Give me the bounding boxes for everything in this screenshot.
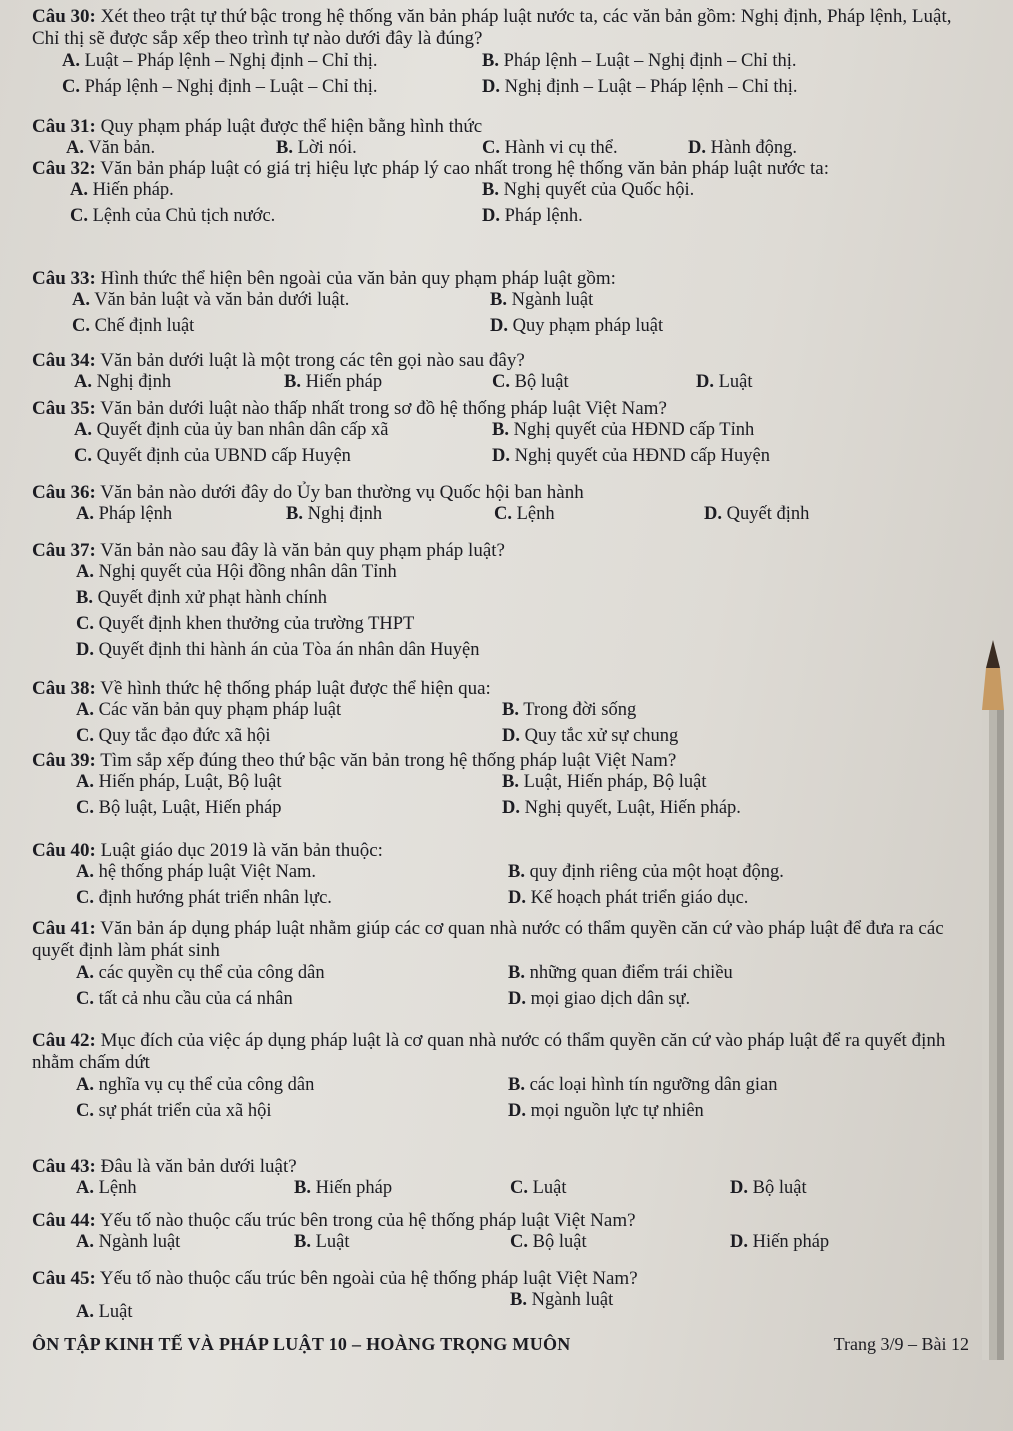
option-a: A. Văn bản. bbox=[66, 138, 156, 159]
option-a: A. Ngành luật bbox=[76, 1232, 181, 1253]
option-c: C. Bộ luật bbox=[510, 1232, 587, 1253]
option-c: C. Bộ luật, Luật, Hiến pháp bbox=[76, 798, 282, 819]
option-b: B. Luật bbox=[294, 1232, 350, 1253]
question-label: Câu 35: bbox=[32, 398, 96, 419]
question-label: Câu 36: bbox=[32, 482, 96, 503]
options-row bbox=[32, 420, 979, 446]
option-c: C. Quyết định của UBND cấp Huyện bbox=[74, 446, 351, 467]
question-label: Câu 34: bbox=[32, 350, 96, 371]
question-text: Xét theo trật tự thứ bậc trong hệ thống văn bản pháp luật nước ta, các văn bản gồm: Nghị định, Pháp lệnh, Luật, Chỉ thị sẽ được sắp xếp theo trình tự nào dưới đây là đúng? bbox=[32, 6, 952, 50]
option-b: B. Quyết định xử phạt hành chính bbox=[76, 588, 328, 609]
option-d: D. mọi giao dịch dân sự. bbox=[508, 988, 691, 1009]
question-text: Luật giáo dục 2019 là văn bản thuộc: bbox=[100, 840, 383, 861]
option-c: C. tất cả nhu cầu của cá nhân bbox=[76, 988, 293, 1009]
option-c: C. Chế định luật bbox=[72, 316, 195, 337]
option-a: A. nghĩa vụ cụ thể của công dân bbox=[76, 1074, 315, 1095]
option-d: D. Hiến pháp bbox=[730, 1232, 830, 1253]
option-b: B. Nghị quyết của Quốc hội. bbox=[482, 180, 695, 201]
option-d: D. Hành động. bbox=[688, 138, 797, 159]
options-row bbox=[32, 372, 979, 398]
option-d: D. Bộ luật bbox=[730, 1178, 807, 1199]
option-d: D. Quy phạm pháp luật bbox=[490, 316, 664, 337]
question-text: Yếu tố nào thuộc cấu trúc bên trong của hệ thống pháp luật Việt Nam? bbox=[99, 1210, 636, 1231]
option-a: A. Nghị định bbox=[74, 372, 172, 393]
options-row bbox=[32, 290, 979, 316]
option-c: C. Lệnh của Chủ tịch nước. bbox=[70, 206, 276, 227]
options-row bbox=[32, 989, 979, 1015]
options-row bbox=[32, 562, 979, 588]
option-a: A. Luật bbox=[76, 1302, 133, 1323]
option-d: D. Nghị quyết của HĐND cấp Huyện bbox=[492, 446, 770, 467]
options-row bbox=[32, 206, 979, 232]
options-row bbox=[32, 614, 979, 640]
options-row bbox=[32, 798, 979, 824]
options-row bbox=[32, 640, 979, 666]
question-text: Mục đích của việc áp dụng pháp luật là cơ quan nhà nước có thẩm quyền căn cứ vào pháp luật để ra quyết định nhằm chấm dứt bbox=[32, 1030, 946, 1074]
question-text: Văn bản áp dụng pháp luật nhằm giúp các cơ quan nhà nước có thẩm quyền căn cứ vào pháp luật để đưa ra các quyết định làm phát sinh bbox=[32, 918, 944, 962]
question-43 bbox=[32, 1156, 979, 1204]
option-b: B. những quan điểm trái chiều bbox=[508, 962, 733, 983]
question-label: Câu 41: bbox=[32, 918, 96, 939]
question-32 bbox=[32, 158, 979, 232]
option-a: A. Các văn bản quy phạm pháp luật bbox=[76, 700, 342, 721]
question-text: Đâu là văn bản dưới luật? bbox=[100, 1156, 297, 1177]
options-row bbox=[32, 51, 979, 77]
option-a: A. Pháp lệnh bbox=[76, 504, 173, 525]
option-a: A. Văn bản luật và văn bản dưới luật. bbox=[72, 290, 350, 311]
option-d: D. Kế hoạch phát triển giáo dục. bbox=[508, 888, 749, 909]
option-c: C. Hành vi cụ thể. bbox=[482, 138, 618, 159]
option-a: A. các quyền cụ thể của công dân bbox=[76, 962, 325, 983]
question-text: Tìm sắp xếp đúng theo thứ bậc văn bản trong hệ thống pháp luật Việt Nam? bbox=[100, 750, 677, 771]
options-row bbox=[32, 1232, 979, 1258]
option-a: A. Luật – Pháp lệnh – Nghị định – Chỉ thị. bbox=[62, 50, 378, 71]
question-text: Về hình thức hệ thống pháp luật được thể hiện qua: bbox=[100, 678, 491, 699]
option-b: B. Pháp lệnh – Luật – Nghị định – Chỉ thị. bbox=[482, 50, 797, 71]
question-label: Câu 42: bbox=[32, 1030, 96, 1051]
options-row bbox=[32, 1075, 979, 1101]
option-c: C. Bộ luật bbox=[492, 372, 569, 393]
option-c: C. Lệnh bbox=[494, 504, 555, 525]
question-label: Câu 39: bbox=[32, 750, 96, 771]
options-row bbox=[32, 504, 979, 530]
options-row bbox=[32, 588, 979, 614]
option-a: A. hệ thống pháp luật Việt Nam. bbox=[76, 862, 317, 883]
question-label: Câu 44: bbox=[32, 1210, 96, 1231]
option-b: B. Nghị định bbox=[286, 504, 383, 525]
option-d: D. Quy tắc xử sự chung bbox=[502, 726, 679, 747]
option-b: B. các loại hình tín ngưỡng dân gian bbox=[508, 1074, 778, 1095]
option-b: B. Nghị quyết của HĐND cấp Tỉnh bbox=[492, 420, 755, 441]
question-text: Hình thức thể hiện bên ngoài của văn bản quy phạm pháp luật gồm: bbox=[100, 268, 616, 289]
question-label: Câu 38: bbox=[32, 678, 96, 699]
options-row bbox=[32, 446, 979, 472]
question-41 bbox=[32, 918, 979, 1015]
question-34 bbox=[32, 350, 979, 398]
question-text: Văn bản dưới luật nào thấp nhất trong sơ đồ hệ thống pháp luật Việt Nam? bbox=[100, 398, 667, 419]
question-33 bbox=[32, 268, 979, 342]
option-b: B. Lời nói. bbox=[276, 138, 357, 159]
option-d: D. Nghị quyết, Luật, Hiến pháp. bbox=[502, 798, 741, 819]
question-text: Văn bản dưới luật là một trong các tên gọi nào sau đây? bbox=[100, 350, 525, 371]
question-42 bbox=[32, 1030, 979, 1127]
question-label: Câu 33: bbox=[32, 268, 96, 289]
option-a: A. Quyết định của ủy ban nhân dân cấp xã bbox=[74, 420, 389, 441]
pencil-image bbox=[973, 640, 1013, 1360]
question-36 bbox=[32, 482, 979, 530]
option-c: C. Luật bbox=[510, 1178, 567, 1199]
options-row bbox=[32, 963, 979, 989]
option-a: A. Nghị quyết của Hội đồng nhân dân Tỉnh bbox=[76, 562, 397, 583]
options-row bbox=[32, 726, 979, 752]
question-37 bbox=[32, 540, 979, 666]
option-d: D. Quyết định thi hành án của Tòa án nhân dân Huyện bbox=[76, 640, 480, 661]
option-d: D. Pháp lệnh. bbox=[482, 206, 583, 227]
option-d: D. Luật bbox=[696, 372, 753, 393]
question-text: Văn bản nào dưới đây do Ủy ban thường vụ Quốc hội ban hành bbox=[100, 482, 584, 503]
question-label: Câu 31: bbox=[32, 116, 96, 137]
option-d: D. Nghị định – Luật – Pháp lệnh – Chỉ thị. bbox=[482, 76, 798, 97]
question-38 bbox=[32, 678, 979, 752]
option-b: B. Hiến pháp bbox=[284, 372, 383, 393]
options-row bbox=[32, 1178, 979, 1204]
option-c: C. Quy tắc đạo đức xã hội bbox=[76, 726, 271, 747]
question-30 bbox=[32, 6, 979, 103]
option-b: B. quy định riêng của một hoạt động. bbox=[508, 862, 784, 883]
options-row bbox=[32, 316, 979, 342]
options-row bbox=[32, 772, 979, 798]
question-45 bbox=[32, 1268, 979, 1323]
option-c: C. sự phát triển của xã hội bbox=[76, 1100, 272, 1121]
question-40 bbox=[32, 840, 979, 914]
question-label: Câu 30: bbox=[32, 6, 96, 27]
options-row bbox=[32, 180, 979, 206]
question-label: Câu 45: bbox=[32, 1268, 96, 1289]
question-label: Câu 43: bbox=[32, 1156, 96, 1177]
question-text: Văn bản pháp luật có giá trị hiệu lực pháp lý cao nhất trong hệ thống văn bản pháp luật nước ta: bbox=[100, 158, 829, 179]
footer-title: ÔN TẬP KINH TẾ VÀ PHÁP LUẬT 10 – HOÀNG TRỌNG MUÔN bbox=[32, 1334, 571, 1354]
options-row bbox=[32, 1101, 979, 1127]
page-number: Trang 3/9 – Bài 12 bbox=[833, 1334, 969, 1354]
question-text: Quy phạm pháp luật được thể hiện bằng hình thức bbox=[100, 116, 483, 137]
option-a: A. Hiến pháp. bbox=[70, 180, 174, 201]
question-44 bbox=[32, 1210, 979, 1258]
option-c: C. định hướng phát triển nhân lực. bbox=[76, 888, 332, 909]
question-text: Văn bản nào sau đây là văn bản quy phạm pháp luật? bbox=[100, 540, 505, 561]
page-footer bbox=[32, 1334, 969, 1362]
options-row bbox=[32, 700, 979, 726]
option-b: B. Ngành luật bbox=[490, 290, 594, 311]
option-d: D. mọi nguồn lực tự nhiên bbox=[508, 1100, 704, 1121]
question-text: Yếu tố nào thuộc cấu trúc bên ngoài của hệ thống pháp luật Việt Nam? bbox=[99, 1268, 638, 1289]
option-c: C. Pháp lệnh – Nghị định – Luật – Chỉ thị. bbox=[62, 76, 378, 97]
question-label: Câu 32: bbox=[32, 158, 96, 179]
question-label: Câu 37: bbox=[32, 540, 96, 561]
options-row bbox=[32, 77, 979, 103]
options-row bbox=[32, 1290, 979, 1323]
options-row bbox=[32, 888, 979, 914]
option-b: B. Ngành luật bbox=[510, 1290, 614, 1311]
option-b: B. Hiến pháp bbox=[294, 1178, 393, 1199]
options-row bbox=[32, 862, 979, 888]
option-b: B. Luật, Hiến pháp, Bộ luật bbox=[502, 772, 707, 793]
option-a: A. Lệnh bbox=[76, 1178, 137, 1199]
option-a: A. Hiến pháp, Luật, Bộ luật bbox=[76, 772, 282, 793]
option-b: B. Trong đời sống bbox=[502, 700, 637, 721]
question-39 bbox=[32, 750, 979, 824]
question-label: Câu 40: bbox=[32, 840, 96, 861]
question-35 bbox=[32, 398, 979, 472]
option-c: C. Quyết định khen thưởng của trường THPT bbox=[76, 614, 415, 635]
option-d: D. Quyết định bbox=[704, 504, 810, 525]
